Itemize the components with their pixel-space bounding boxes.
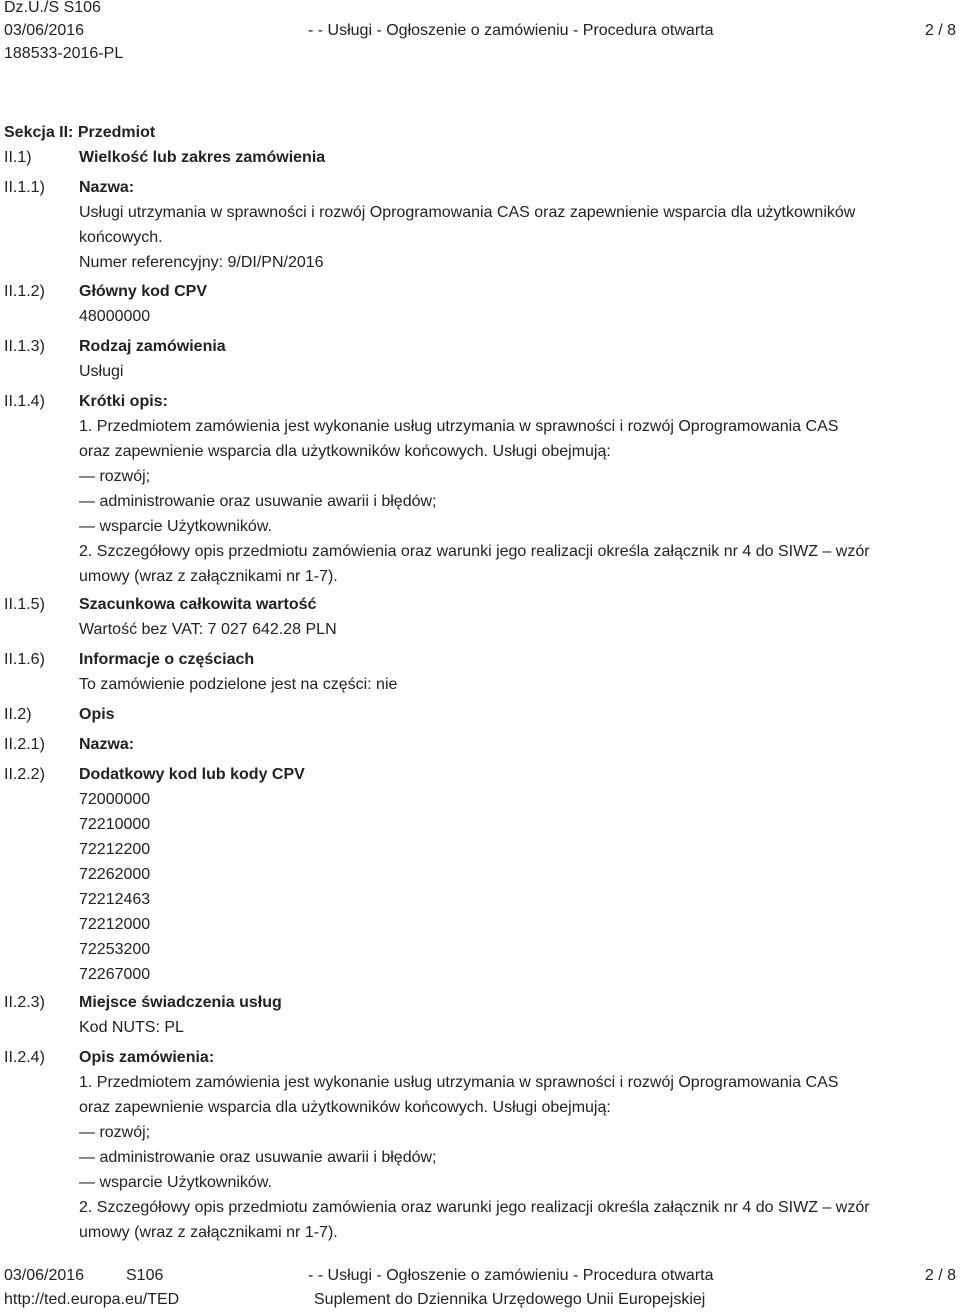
section-heading: Informacje o częściach (79, 651, 255, 668)
section-number: II.1.4) (4, 393, 45, 410)
main-cpv-code: 48000000 (79, 308, 151, 325)
section-number: II.1.2) (4, 283, 45, 300)
header-date: 03/06/2016 (4, 22, 85, 39)
description-line: 1. Przedmiotem zamówienia jest wykonanie usług utrzymania w sprawności i rozwój Oprogramowania CAS (79, 1074, 839, 1091)
cpv-code: 72253200 (79, 941, 151, 958)
description-line: 2. Szczegółowy opis przedmiotu zamówienia oraz warunki jego realizacji określa załącznik nr 4 do SIWZ – wzór (79, 543, 870, 560)
description-line: — wsparcie Użytkowników. (79, 1174, 272, 1191)
reference-number: Numer referencyjny: 9/DI/PN/2016 (79, 254, 324, 271)
section-number: II.2.4) (4, 1049, 45, 1066)
header-page: 2 / 8 (924, 22, 956, 39)
section-number: II.1.6) (4, 651, 45, 668)
description-line: — administrowanie oraz usuwanie awarii i błędów; (79, 493, 437, 510)
description-line: oraz zapewnienie wsparcia dla użytkowników końcowych. Usługi obejmują: (79, 1099, 611, 1116)
section-number: II.1.5) (4, 596, 45, 613)
description-line: — rozwój; (79, 468, 151, 485)
section-heading: Dodatkowy kod lub kody CPV (79, 766, 305, 783)
footer-issue: S106 (126, 1267, 164, 1284)
description-line: umowy (wraz z załącznikami nr 1-7). (79, 568, 338, 585)
lots-info: To zamówienie podzielone jest na części: nie (79, 676, 398, 693)
page-header (4, 0, 956, 65)
footer-date: 03/06/2016 (4, 1267, 85, 1284)
section-heading: Szacunkowa całkowita wartość (79, 596, 317, 613)
section-heading: Rodzaj zamówienia (79, 338, 226, 355)
section-number: II.2.1) (4, 736, 45, 753)
section-heading: Krótki opis: (79, 393, 168, 410)
description-line: 1. Przedmiotem zamówienia jest wykonanie usług utrzymania w sprawności i rozwój Oprogramowania CAS (79, 418, 839, 435)
cpv-code: 72212200 (79, 841, 151, 858)
footer-supplement: Suplement do Dziennika Urzędowego Unii Europejskiej (314, 1291, 706, 1308)
description-line: oraz zapewnienie wsparcia dla użytkowników końcowych. Usługi obejmują: (79, 443, 611, 460)
cpv-code: 72212463 (79, 891, 151, 908)
description-line: — administrowanie oraz usuwanie awarii i błędów; (79, 1149, 437, 1166)
page-footer (4, 1264, 956, 1312)
cpv-code: 72262000 (79, 866, 151, 883)
footer-page: 2 / 8 (924, 1267, 956, 1284)
journal-ref: Dz.U./S S106 (4, 0, 101, 16)
contract-name-cont: końcowych. (79, 229, 163, 246)
section-number: II.1.3) (4, 338, 45, 355)
section-number: II.1.1) (4, 179, 45, 196)
section-heading: Opis (79, 706, 115, 723)
contract-name: Usługi utrzymania w sprawności i rozwój Oprogramowania CAS oraz zapewnienie wsparcia dla użytkowników (79, 204, 856, 221)
nuts-code: Kod NUTS: PL (79, 1019, 184, 1036)
cpv-code: 72000000 (79, 791, 151, 808)
section-number: II.2.3) (4, 994, 45, 1011)
footer-title: - - Usługi - Ogłoszenie o zamówieniu - Procedura otwarta (308, 1267, 714, 1284)
section-heading: Nazwa: (79, 179, 135, 196)
section-heading: Nazwa: (79, 736, 135, 753)
section-heading: Miejsce świadczenia usług (79, 994, 282, 1011)
cpv-code: 72212000 (79, 916, 151, 933)
estimated-value: Wartość bez VAT: 7 027 642.28 PLN (79, 621, 337, 638)
ted-link[interactable]: http://ted.europa.eu/TED (4, 1291, 180, 1308)
header-title: - - Usługi - Ogłoszenie o zamówieniu - Procedura otwarta (308, 22, 714, 39)
notice-ref: 188533-2016-PL (4, 45, 124, 62)
section-number: II.2.2) (4, 766, 45, 783)
section-heading: Opis zamówienia: (79, 1049, 215, 1066)
section-number: II.1) (4, 149, 32, 166)
section-title: Sekcja II: Przedmiot (4, 124, 156, 141)
description-line: umowy (wraz z załącznikami nr 1-7). (79, 1224, 338, 1241)
description-line: 2. Szczegółowy opis przedmiotu zamówienia oraz warunki jego realizacji określa załącznik nr 4 do SIWZ – wzór (79, 1199, 870, 1216)
cpv-code: 72267000 (79, 966, 151, 983)
description-line: — rozwój; (79, 1124, 151, 1141)
section-heading: Wielkość lub zakres zamówienia (79, 149, 326, 166)
section-number: II.2) (4, 706, 32, 723)
section-heading: Główny kod CPV (79, 283, 208, 300)
contract-type: Usługi (79, 363, 124, 380)
cpv-code: 72210000 (79, 816, 151, 833)
description-line: — wsparcie Użytkowników. (79, 518, 272, 535)
